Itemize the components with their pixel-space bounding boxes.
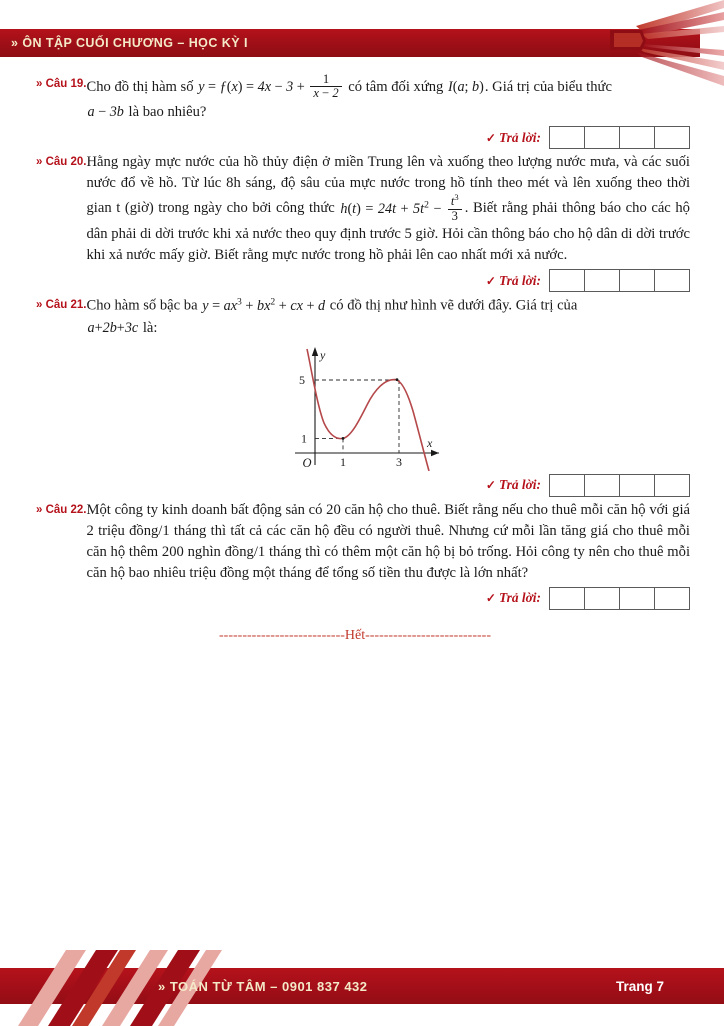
q21-text-end: là: — [142, 319, 158, 336]
answer-cell[interactable] — [655, 126, 690, 149]
y-tick-1: 1 — [301, 431, 307, 446]
question-20-label: » Câu 20. — [36, 156, 87, 169]
footer-title: » TOÁN TỪ TÂM – 0901 837 432 — [158, 978, 368, 994]
answer-cell[interactable] — [655, 269, 690, 292]
question-21-label: » Câu 21. — [36, 299, 87, 312]
check-icon: ✓ — [485, 273, 496, 288]
answer-row-21 — [0, 474, 724, 497]
q21-expression: a+2b+3c — [87, 319, 139, 336]
answer-cell[interactable] — [585, 587, 620, 610]
x-axis-arrow — [431, 450, 439, 456]
answer-cell[interactable] — [585, 474, 620, 497]
origin-label: O — [302, 455, 312, 470]
cubic-graph-figure — [0, 343, 724, 471]
answer-label-22 — [486, 590, 541, 606]
answer-cell[interactable] — [620, 474, 655, 497]
cubic-graph-svg — [267, 343, 457, 471]
q19-formula-3: a − 3b — [87, 104, 124, 121]
answer-label-text-22: Trả lời: — [498, 590, 541, 606]
check-icon: ✓ — [485, 591, 496, 606]
answer-boxes-19[interactable] — [549, 126, 690, 149]
answer-cell[interactable] — [549, 587, 585, 610]
x-axis-label: x — [427, 435, 433, 450]
x-tick-1: 1 — [340, 454, 346, 469]
question-21-body — [87, 295, 691, 339]
answer-row-22 — [0, 587, 724, 610]
answer-boxes-22[interactable] — [549, 587, 690, 610]
answer-cell[interactable] — [549, 474, 585, 497]
answer-cell[interactable] — [549, 126, 585, 149]
answer-boxes-21[interactable] — [549, 474, 690, 497]
x-tick-3: 3 — [396, 454, 402, 469]
q19-formula-1: y = ƒ(x) = 4x − 3 + $\frac{1}{x - 2}$ — [197, 79, 344, 95]
y-axis-arrow — [312, 347, 318, 356]
question-19 — [0, 74, 724, 123]
answer-label-19 — [486, 130, 541, 146]
q19-text-mid: có tâm đối xứng — [348, 78, 444, 95]
q20-text-1: Hằng ngày mực nước của hồ thủy điện ở miền Trung lên và xuống theo lượng nước mưa, và các suối nước đổ về hồ. Từ lúc 8h sáng, độ sâu của mực nước trong hồ tính theo mét và lên xuống theo thời gian t (giờ) trong ngày cho bởi công thức — [86, 154, 690, 217]
q21-text-post: có đồ thị như hình vẽ dưới đây. Giá trị của — [329, 297, 578, 314]
question-19-label: » Câu 19. — [36, 78, 87, 90]
answer-row-20 — [0, 269, 724, 292]
footer-band — [0, 968, 724, 1004]
answer-label-text-21: Trả lời: — [498, 477, 541, 493]
q19-text-pre: Cho đồ thị hàm số — [86, 78, 194, 95]
q19-formula-2: I(a; b) — [447, 78, 484, 95]
answer-cell[interactable] — [655, 474, 690, 497]
answer-label-20 — [486, 273, 541, 289]
q19-text-end: là bao nhiêu? — [128, 104, 207, 121]
answer-label-text-20: Trả lời: — [498, 272, 541, 288]
question-20-body — [87, 152, 691, 266]
question-20 — [0, 152, 724, 266]
q20-text-2: . Biết rằng phải thông báo cho các hộ dân phải di dời trước khi xả nước theo quy định trước 5 giờ. Hỏi cần thông báo cho hộ dân di dời trước khi xả nước mấy giờ. Biết rằng mực nước trong hồ phải lên cao nhất mới xả nước. — [86, 200, 690, 264]
q19-text-post: . Giá trị của biểu thức — [484, 78, 612, 95]
header-band — [0, 29, 700, 57]
answer-cell[interactable] — [585, 126, 620, 149]
q21-formula: $y = ax^3 + bx^2$ + cx + d — [202, 296, 326, 314]
worksheet-content — [0, 74, 724, 644]
answer-cell[interactable] — [655, 587, 690, 610]
q21-text-pre: Cho hàm số bậc ba — [86, 297, 198, 314]
answer-boxes-20[interactable] — [549, 269, 690, 292]
answer-row-19 — [0, 126, 724, 149]
local-max-point — [396, 378, 399, 381]
question-21 — [0, 295, 724, 339]
end-marker: ---------------------------Hết--------------------------- — [219, 627, 491, 643]
y-axis-label: y — [320, 347, 326, 362]
check-icon: ✓ — [485, 130, 496, 145]
question-22 — [0, 500, 724, 584]
check-icon: ✓ — [485, 478, 496, 493]
local-min-point — [342, 437, 345, 440]
answer-cell[interactable] — [620, 269, 655, 292]
question-19-body — [87, 74, 691, 123]
q22-text: Một công ty kinh doanh bất động sản có 20 căn hộ cho thuê. Biết rằng nếu cho thuê mỗi căn hộ với giá 2 triệu đồng/1 tháng thì tất cả các căn hộ đều có người thuê. Nhưng cứ mỗi lần tăng giá cho thuê mỗi căn hộ thêm 200 nghìn đồng/1 tháng thì có thêm một căn hộ bị bỏ trống. Hỏi công ty nên cho thuê mỗi căn hộ bao nhiêu triệu đồng một tháng để tổng số tiền thu được là lớn nhất? — [86, 501, 690, 581]
footer-page-number: Trang 7 — [615, 978, 664, 994]
y-tick-5: 5 — [299, 372, 305, 387]
question-22-body — [87, 500, 691, 584]
answer-label-21 — [486, 477, 541, 493]
question-22-label: » Câu 22. — [36, 503, 87, 516]
answer-cell[interactable] — [549, 269, 585, 292]
q20-formula: $h(t) = 24t + 5t^2$ − $\frac{t^3}{3}$ — [339, 201, 464, 217]
page-title: » ÔN TẬP CUỐI CHƯƠNG – HỌC KỲ I — [11, 36, 248, 50]
answer-cell[interactable] — [585, 269, 620, 292]
answer-cell[interactable] — [620, 587, 655, 610]
answer-cell[interactable] — [620, 126, 655, 149]
answer-label-text-19: Trả lời: — [498, 129, 541, 145]
